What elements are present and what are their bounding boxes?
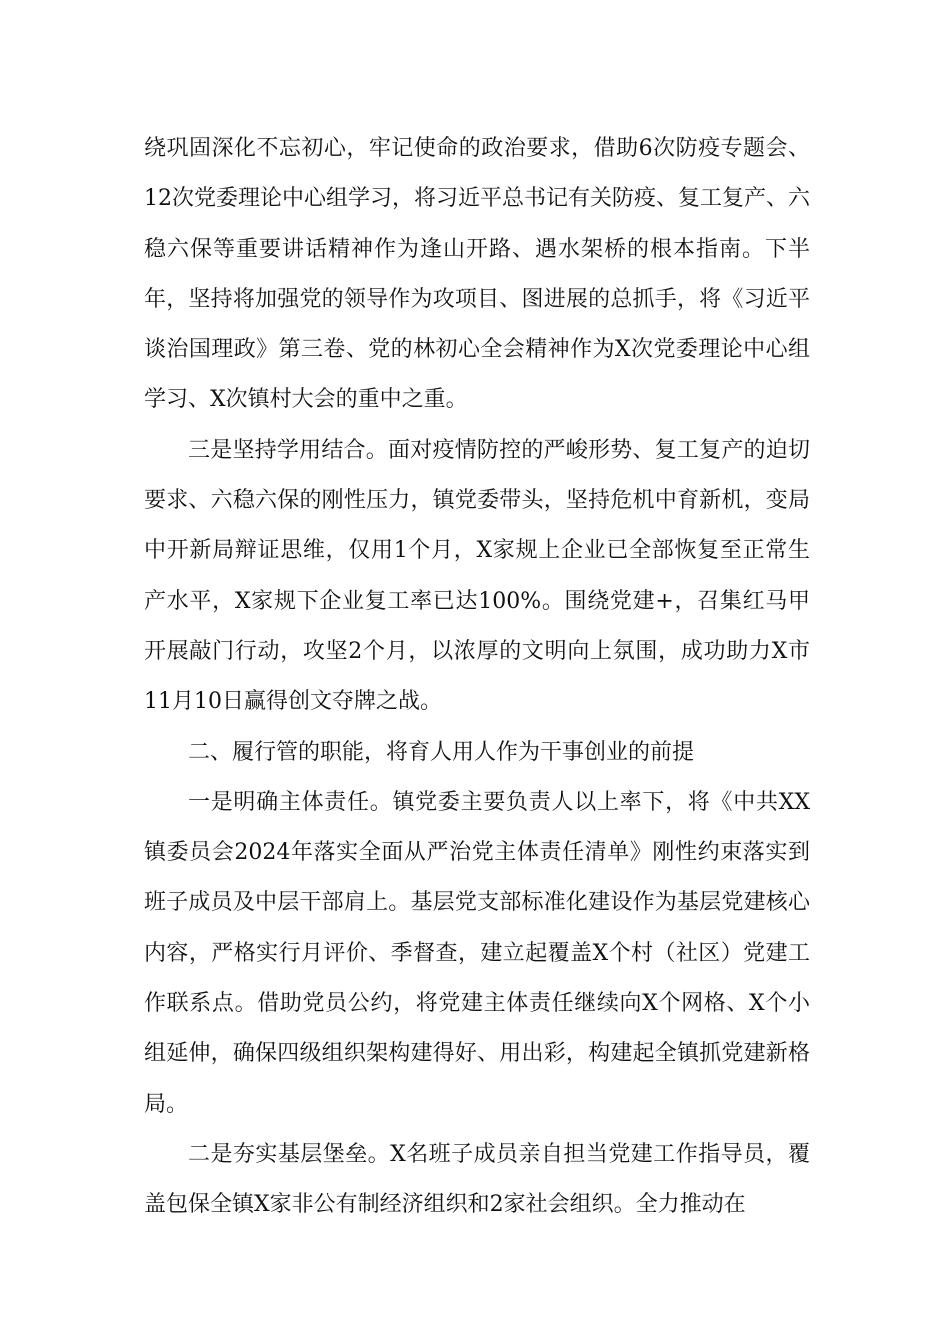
paragraph-zhuti-zeren: 一是明确主体责任。镇党委主要负责人以上率下，将《中共XX镇委员会2024年落实全面从严治党主体责任清单》刚性约束落实到班子成员及中层干部肩上。基层党支部标准化建设作为基层党建核心内容，严格实行月评价、季督查，建立起覆盖X个村（社区）党建工作联系点。借助党员公约，将党建主体责任继续向X个网格、X个小组延伸，确保四级组织架构建得好、用出彩，构建起全镇抓党建新格局。 — [144, 789, 810, 1117]
paragraph-continuation: 绕巩固深化不忘初心，牢记使命的政治要求，借助6次防疫专题会、12次党委理论中心组学习，将习近平总书记有关防疫、复工复产、六稳六保等重要讲话精神作为逢山开路、遇水架桥的根本指南。下半年，坚持将加强党的领导作为攻项目、图进展的总抓手，将《习近平谈治国理政》第三卷、党的林初心全会精神作为X次党委理论中心组学习、X次镇村大会的重中之重。 — [144, 136, 810, 413]
section-heading: 二、履行管的职能，将育人用人作为干事创业的前提 — [188, 739, 695, 765]
paragraph-jiceng-baolei: 二是夯实基层堡垒。X名班子成员亲自担当党建工作指导员，覆盖包保全镇X家非公有制经济组织和2家社会组织。全力推动在 — [144, 1141, 810, 1218]
document-body — [144, 124, 810, 1231]
paragraph-xueyong: 三是坚持学用结合。面对疫情防控的严峻形势、复工复产的迫切要求、六稳六保的刚性压力，镇党委带头，坚持危机中育新机，变局中开新局辩证思维，仅用1个月，X家规上企业已全部恢复至正常生产水平，X家规下企业复工率已达100%。围绕党建+，召集红马甲开展敲门行动，攻坚2个月，以浓厚的文明向上氛围，成功助力X市11月10日赢得创文夺牌之战。 — [144, 437, 810, 715]
